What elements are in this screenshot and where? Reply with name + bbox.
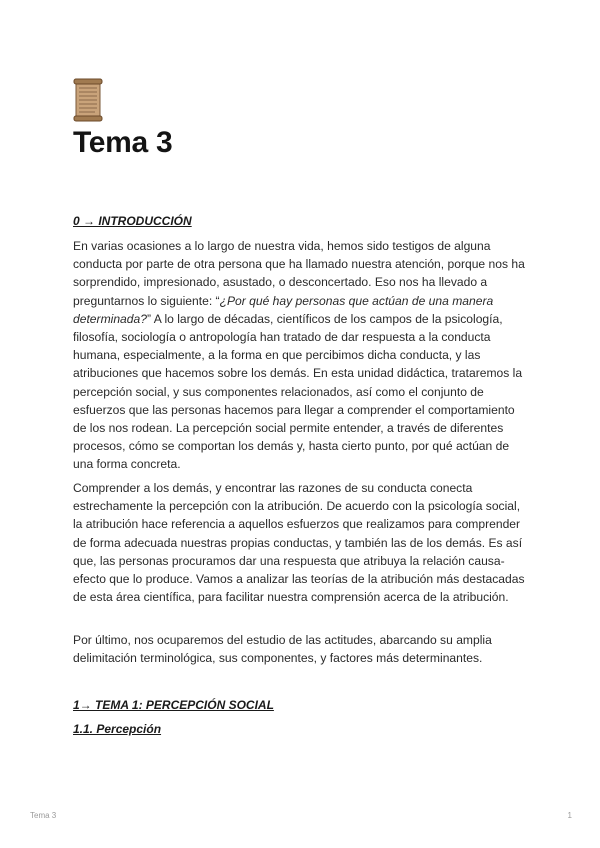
intro-paragraph-1	[73, 237, 531, 474]
intro-paragraph-1-part-b: ” A lo largo de décadas, científicos de los campos de la psicología, filosofía, sociología o antropología han tratado de dar respuesta a la conducta humana, especialmente, a la forma en que percibimos dicha conducta, y las atribuciones que hacemos sobre los demás. En esta unidad didáctica, trataremos la percepción social, y sus componentes relacionados, así como el conjunto de esfuerzos que las personas hacemos para llegar a comprender el comportamiento de los nos rodean. La percepción social permite entender, a través de diferentes procesos, cómo se comportan los demás y, hasta cierto punto, por qué actúan de una forma concreta.	[73, 311, 523, 472]
scroll-icon	[73, 78, 103, 122]
section-heading-tema-1: 1→ TEMA 1: PERCEPCIÓN SOCIAL	[73, 698, 274, 712]
intro-paragraph-3: Por último, nos ocuparemos del estudio de las actitudes, abarcando su amplia delimitación terminológica, sus componentes, y factores más determinantes.	[73, 633, 492, 666]
intro-question: ¿Por qué hay personas que actúan de una manera determinada?	[73, 293, 494, 326]
section-heading-introduccion: 0 → INTRODUCCIÓN	[73, 214, 192, 228]
subsection-heading-percepcion: 1.1. Percepción	[73, 722, 162, 736]
intro-paragraph-1-part-a: En varias ocasiones a lo largo de nuestra vida, hemos sido testigos de alguna conducta por parte de otra persona que ha llamado nuestra atención, porque nos ha sorprendido, impresionado, asustado, o desconcertado. Eso nos ha llevado a preguntarnos lo siguiente: “	[73, 239, 525, 308]
footer-page-number: 1	[567, 811, 572, 820]
page-title: Tema 3	[73, 126, 173, 159]
intro-paragraph-2: Comprender a los demás, y encontrar las razones de su conducta conecta estrechamente la percepción con la atribución. De acuerdo con la psicología social, la atribución hace referencia a aquellos esfuerzos que realizamos para comprender de forma adecuada nuestras propias conductas, y también las de los demás. Es así que, las personas procuramos dar una respuesta que atribuya la relación causa-efecto que lo produce. Vamos a analizar las teorías de la atribución más destacadas de esta área científica, para facilitar nuestra comprensión acerca de la atribución.	[73, 481, 525, 605]
footer-title: Tema 3	[30, 811, 57, 820]
